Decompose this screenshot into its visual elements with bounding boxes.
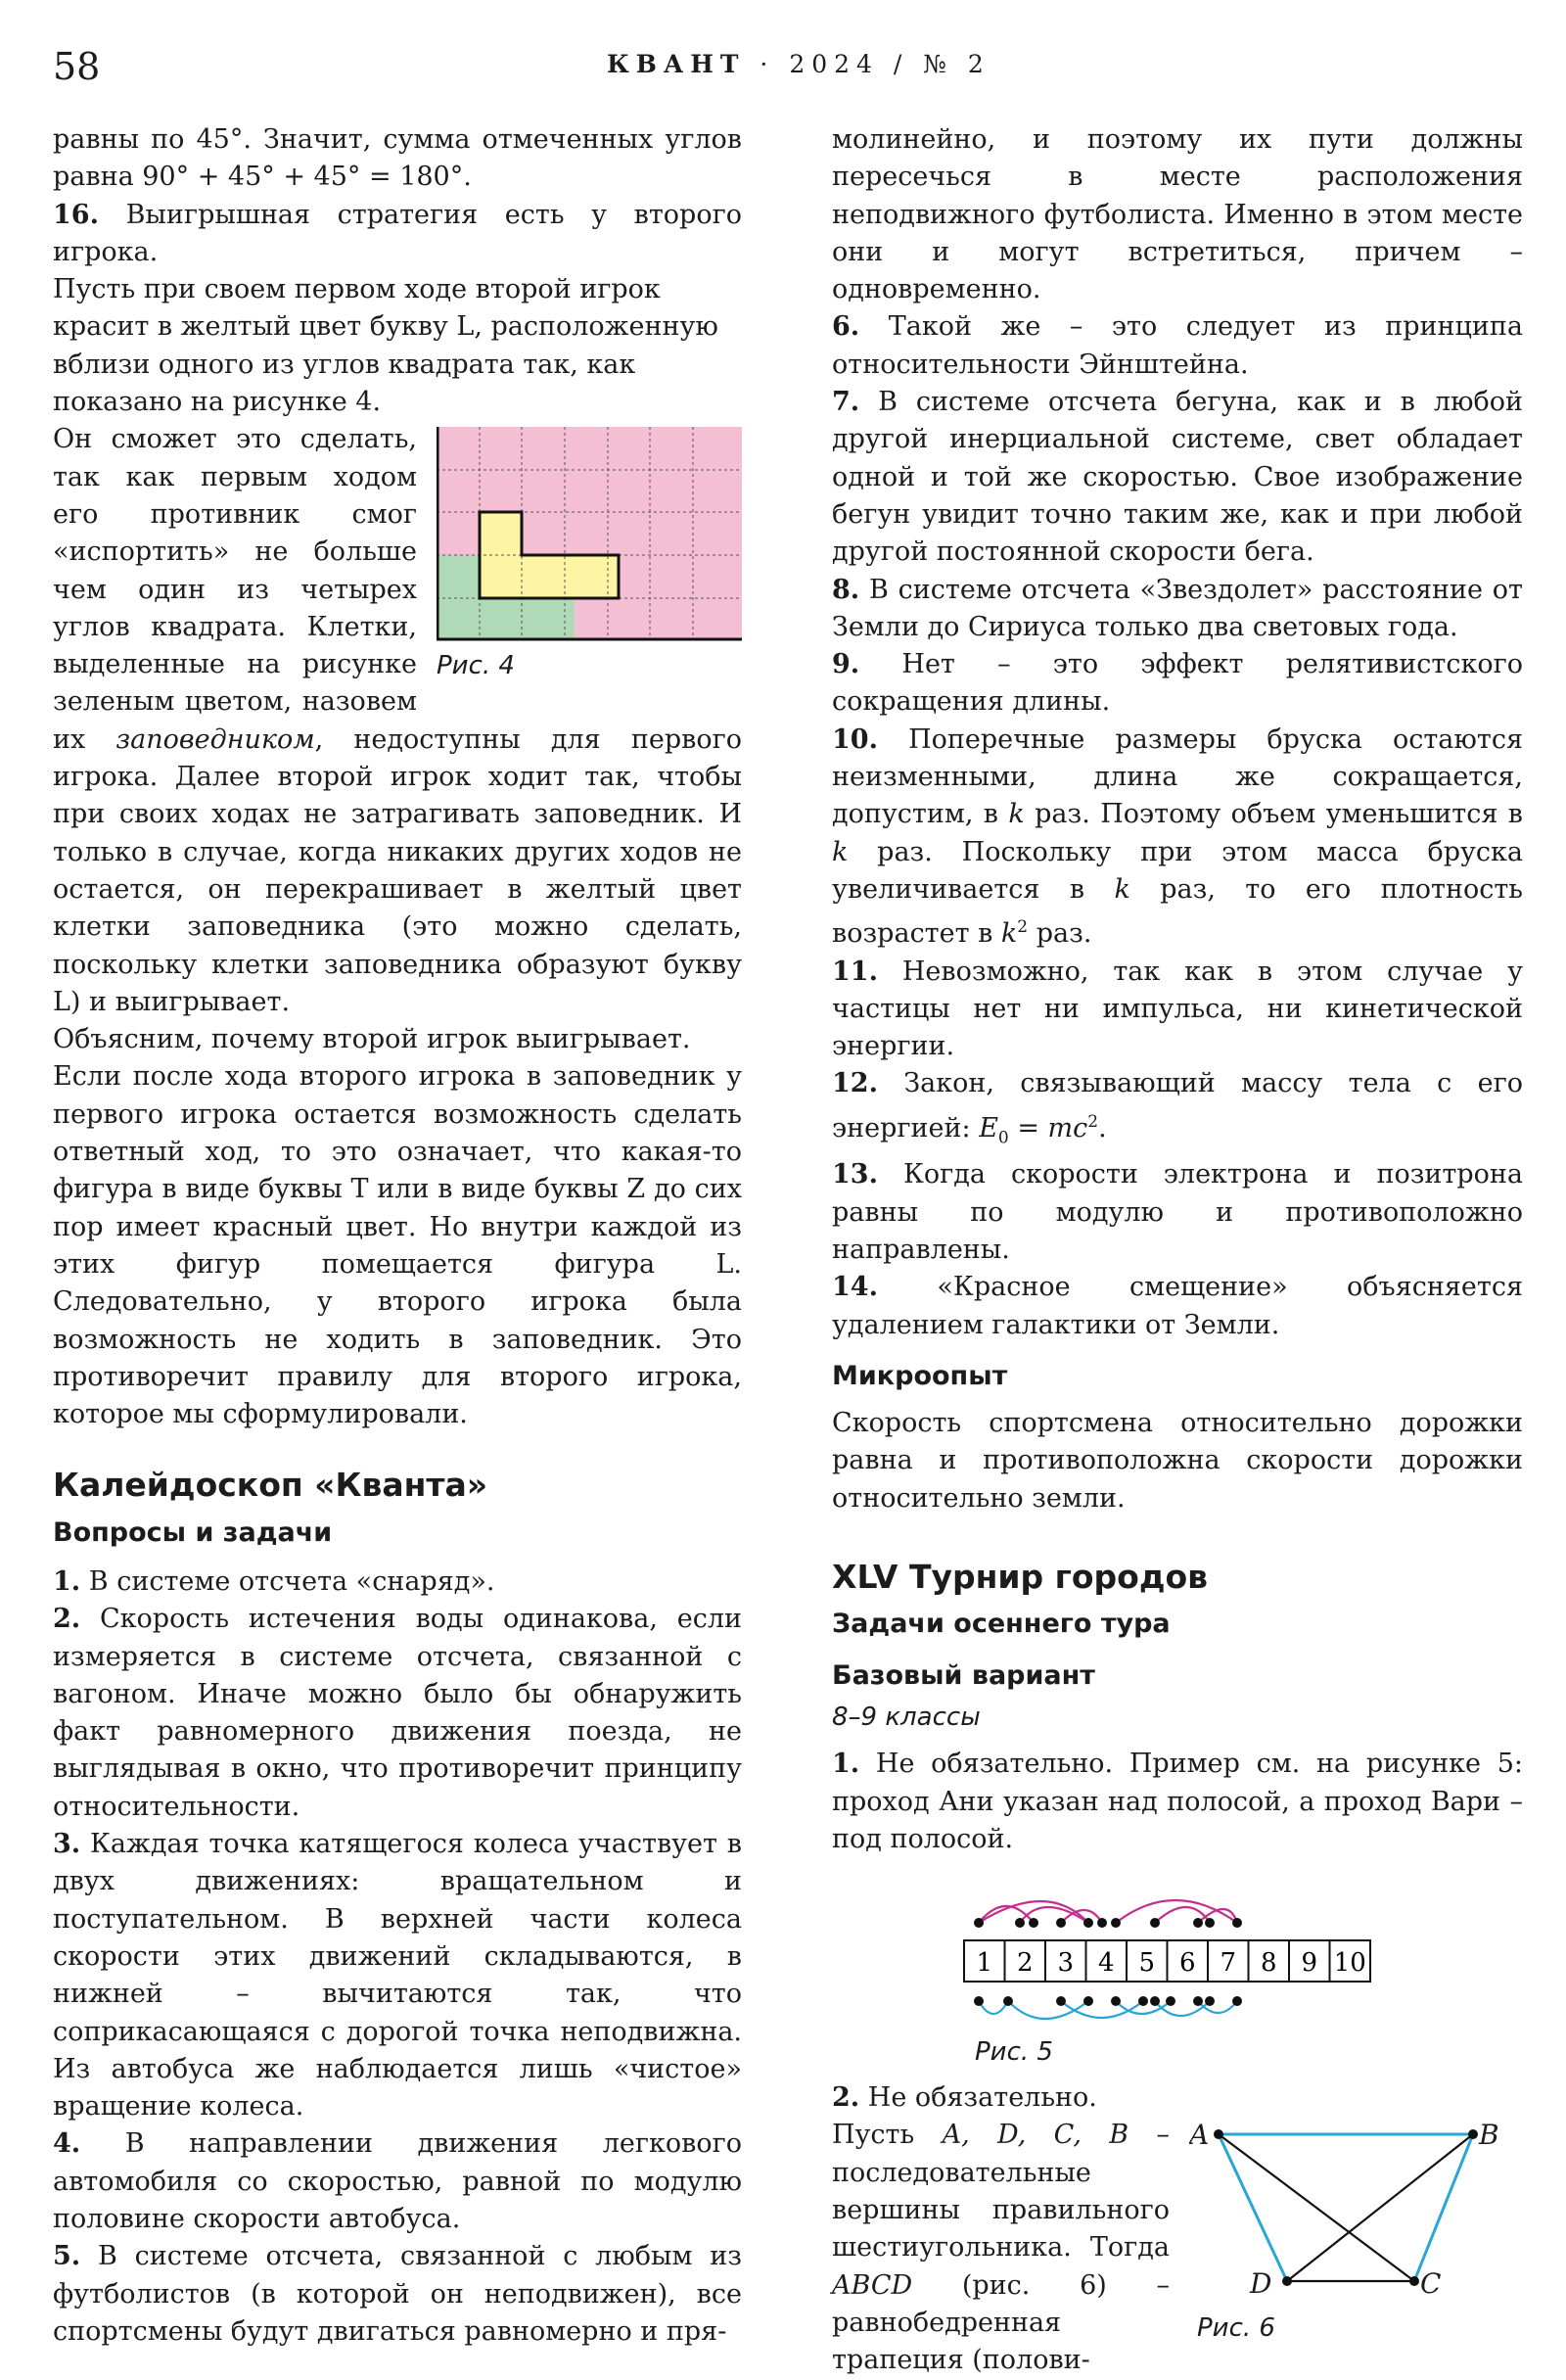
- strip-number: 2: [1016, 1948, 1034, 1979]
- paragraph: Если после хода второго игрока в заповедник у первого игрока остается возможность сделать ответный ход, то это означает, что какая-то фигура в виде буквы T или в виде буквы Z до сих пор имеет красный цвет. Но внутри каждой из этих фигур помещается фигура L. Следовательно, у второго игрока была возможность не ходить в заповедник. Это противоречит правилу для второго игрока, которое мы сформулировали.: [53, 1061, 742, 1430]
- left-column: [53, 121, 742, 2351]
- answer-9: 9. Нет – это эффект релятивистского сокращения длины.: [832, 649, 1523, 718]
- strip-number: 5: [1138, 1948, 1156, 1979]
- paragraph: Объясним, почему второй игрок выигрывает.: [53, 1024, 691, 1055]
- vertex-label-d: D: [1250, 2267, 1272, 2301]
- answer-13: 13. Когда скорости электрона и позитрона равны по модулю и противоположно направлены.: [832, 1159, 1523, 1265]
- answer-6: 6. Такой же – это следует из принципа относительности Эйнштейна.: [832, 311, 1523, 380]
- diagonals: [1219, 2134, 1473, 2281]
- figure-4-grid: [437, 427, 742, 683]
- tournament-subtitle: Задачи осеннего тура: [832, 1609, 1171, 1640]
- vertex-label-b: B: [1479, 2119, 1499, 2152]
- microexperiment-title: Микроопыт: [832, 1360, 1008, 1391]
- page-header: [0, 45, 1566, 88]
- section-title: Калейдоскоп «Кванта»: [53, 1466, 488, 1505]
- answer-2: 2. Скорость истечения воды одинакова, если измеряется в системе отсчета, связанной с вагоном. Иначе можно было бы обнаружить факт равномерного движения поезда, не выглядывая в окно, что противоречит принципу относительности.: [53, 1604, 742, 1822]
- figure-5-caption: Рис. 5: [975, 2037, 1053, 2068]
- vertex-label-c: C: [1420, 2267, 1442, 2301]
- paragraph: Он сможет это сделать, так как первым ходом его противник смог «испортить» не больше чем один из четырех углов квадрата. Клетки, выделенные на рисунке зеленым цветом, назовем их заповедником, недоступны для первого игрока. Далее второй игрок ходит так, чтобы при своих ходах не затрагивать заповедник. И только в случае, когда никаких других ходов не остается, он перекрашивает в желтый цвет клетки заповедника (это можно сделать, поскольку клетки заповедника образуют букву L) и выигрывает.: [53, 424, 742, 1017]
- figure-4-wrap: [53, 421, 742, 1021]
- answer-7: 7. В системе отсчета бегуна, как и в любой другой инерциальной системе, свет обладает одной и той же скоростью. Свое изображение бегун увидит точно таким же, как и при любой другой постоянной скорости бега.: [832, 387, 1523, 568]
- magazine-name: КВАНТ: [607, 50, 746, 78]
- strip-number: 4: [1097, 1948, 1115, 1979]
- answer-8: 8. В системе отсчета «Звездолет» расстояние от Земли до Сириуса только два световых года.: [832, 574, 1523, 642]
- strip-number: 1: [976, 1948, 993, 1979]
- answer-5: 5. В системе отсчета, связанной с любым из футболистов (в которой он неподвижен), все спортсмены будут двигаться равномерно и пря-: [53, 2241, 742, 2347]
- answer-14: 14. «Красное смещение» объясняется удалением галактики от Земли.: [832, 1272, 1523, 1340]
- paragraph: Скорость спортсмена относительно дорожки равна и противоположна скорости дорожки относительно земли.: [832, 1408, 1523, 1514]
- figure-6-caption: Рис. 6: [1197, 2313, 1275, 2344]
- header-separator: ·: [760, 50, 775, 78]
- strip-number: 7: [1220, 1948, 1237, 1979]
- tournament-title: XLV Турнир городов: [832, 1558, 1209, 1597]
- answer-10: 10. Поперечные размеры бруска остаются неизменными, длина же сокращается, допустим, в k раз. Поэтому объем уменьшится в k раз. Поскольку при этом масса бруска увеличивается в k раз, то его плотность возрастет в $k^2$ раз.: [832, 723, 1524, 950]
- strip-number: 3: [1057, 1948, 1075, 1979]
- strip-number: 6: [1178, 1948, 1196, 1979]
- answer-16: 16. Выигрышная стратегия есть у второго игрока.: [53, 199, 742, 267]
- strip-number: 10: [1333, 1948, 1366, 1979]
- tournament-answer-2: 2. Не обязательно. Пусть A, D, C, B – последовательные вершины правильного шестиугольника. Тогда ABCD (рис. 6) – равнобедренная трапеция (полови-: [832, 2082, 1171, 2376]
- figure-6: [1189, 2085, 1522, 2350]
- answer-12: 12. Закон, связывающий массу тела с его энергией: $E_0 = mc^2$.: [832, 1068, 1523, 1148]
- trapezoid-sides: [1219, 2134, 1473, 2281]
- grades-label: 8–9 классы: [832, 1702, 981, 1732]
- answer-1: 1. В системе отсчета «снаряд».: [53, 1565, 495, 1597]
- strip-number: 8: [1260, 1948, 1277, 1979]
- paragraph: молинейно, и поэтому их пути должны пересечься в месте расположения неподвижного футболиста. Именно в этом месте они и могут встретиться, причем – одновременно.: [832, 124, 1523, 305]
- answer-3: 3. Каждая точка катящегося колеса участвует в двух движениях: вращательном и поступательном. В верхней части колеса скорости этих движений складываются, в нижней – вычитаются так, что соприкасающаяся с дорогой точка неподвижна. Из автобуса же наблюдается лишь «чистое» вращение колеса.: [53, 1829, 742, 2123]
- right-column: [832, 121, 1524, 2376]
- section-subtitle: Вопросы и задачи: [53, 1517, 333, 1548]
- answer-2-block: [832, 2079, 1523, 2376]
- running-head: [607, 50, 990, 78]
- answer-11: 11. Невозможно, так как в этом случае у частицы нет ни импульса, ни кинетической энергии.: [832, 956, 1523, 1062]
- strip-number: 9: [1301, 1948, 1318, 1979]
- number-strip: [964, 1940, 1370, 1982]
- tournament-answer-1: 1. Не обязательно. Пример см. на рисунке 5: проход Ани указан над полосой, а проход Вари – под полосой.: [832, 1749, 1523, 1854]
- issue-number: 2024 / № 2: [789, 50, 990, 78]
- paragraph: равны по 45°. Значит, сумма отмеченных углов равна 90° + 45° + 45° = 180°.: [53, 124, 742, 193]
- answer-4: 4. В направлении движения легкового автомобиля со скоростью, равной по модулю половине скорости автобуса.: [53, 2128, 742, 2235]
- variant-title: Базовый вариант: [832, 1659, 1095, 1691]
- figure-4-caption: Рис. 4: [437, 651, 515, 681]
- paragraph: Пусть при своем первом ходе второй игрок красит в желтый цвет букву L, расположенную вблизи одного из углов квадрата так, как показано на рисунке 4.: [53, 274, 718, 418]
- vertex-label-a: A: [1189, 2119, 1210, 2152]
- page-number: 58: [53, 45, 101, 88]
- figure-5: [832, 1862, 1523, 2068]
